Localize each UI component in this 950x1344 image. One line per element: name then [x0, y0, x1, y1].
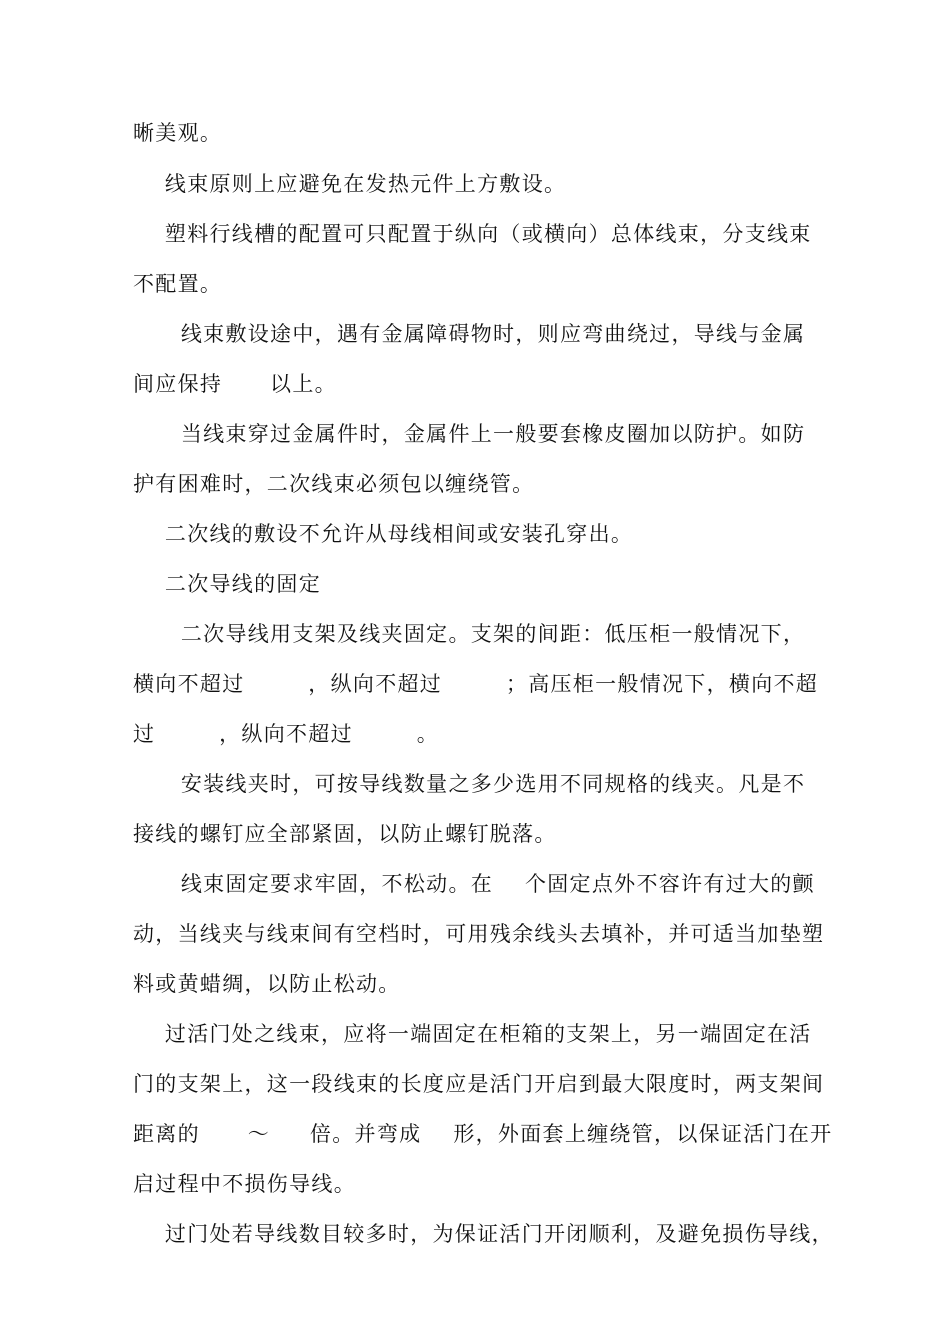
text-line: 护有困难时，二次线束必须包以缠绕管。 — [133, 472, 535, 496]
text-line: 距离的 ～ 倍。并弯成 形，外面套上缠绕管，以保证活门在开 — [133, 1122, 833, 1146]
text-line: 二次导线的固定 — [133, 572, 322, 596]
text-line: 线束原则上应避免在发热元件上方敷设。 — [133, 172, 567, 196]
text-line: 间应保持 以上。 — [133, 372, 337, 396]
text-line: 二次导线用支架及线夹固定。支架的间距：低压柜一般情况下， — [133, 622, 806, 646]
text-line: 料或黄蜡绸，以防止松动。 — [133, 972, 401, 996]
text-line: 过 ，纵向不超过 。 — [133, 722, 440, 746]
text-line: 晰美观。 — [133, 121, 223, 145]
text-line: 横向不超过 ，纵向不超过 ；高压柜一般情况下，横向不超 — [133, 672, 819, 696]
text-line: 过门处若导线数目较多时，为保证活门开闭顺利，及避免损伤导线， — [133, 1222, 834, 1246]
text-line: 门的支架上，这一段线束的长度应是活门开启到最大限度时，两支架间 — [133, 1072, 825, 1096]
text-line: 当线束穿过金属件时，金属件上一般要套橡皮圈加以防护。如防 — [133, 422, 806, 446]
text-line: 启过程中不损伤导线。 — [133, 1172, 356, 1196]
text-line: 不配置。 — [133, 272, 223, 296]
text-line: 过活门处之线束，应将一端固定在柜箱的支架上，另一端固定在活 — [133, 1022, 812, 1046]
text-line: 线束固定要求牢固，不松动。在 个固定点外不容许有过大的颤 — [133, 872, 815, 896]
text-line: 动，当线夹与线束间有空档时，可用残余线头去填补，并可适当加垫塑 — [133, 922, 825, 946]
text-line: 接线的螺钉应全部紧固，以防止螺钉脱落。 — [133, 822, 557, 846]
text-line: 线束敷设途中，遇有金属障碍物时，则应弯曲绕过，导线与金属 — [133, 322, 806, 346]
text-line: 安装线夹时，可按导线数量之多少选用不同规格的线夹。凡是不 — [133, 772, 806, 796]
text-line: 二次线的敷设不允许从母线相间或安装孔穿出。 — [133, 522, 634, 546]
text-line: 塑料行线槽的配置可只配置于纵向（或横向）总体线束，分支线束 — [133, 222, 812, 246]
